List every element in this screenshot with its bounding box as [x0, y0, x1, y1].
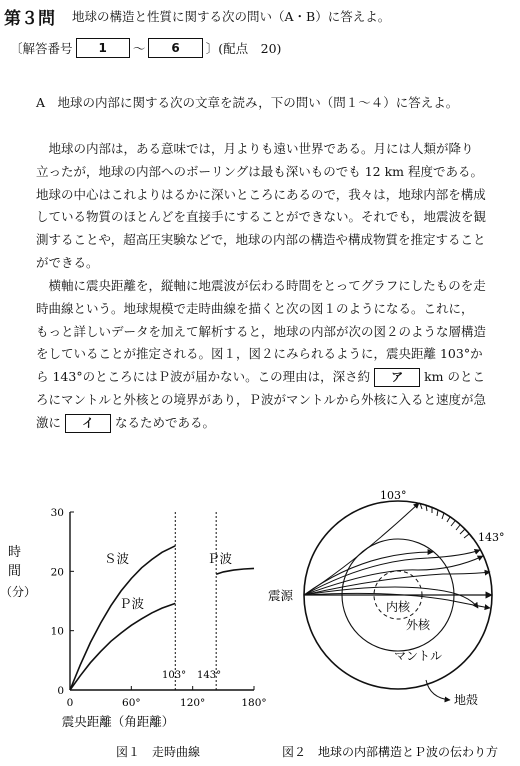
answer-separator: 〜 — [132, 41, 146, 56]
y-tick-label: 30 — [50, 507, 64, 519]
question-number: 第３問 — [4, 9, 55, 29]
angle-103-label: 103° — [380, 490, 407, 502]
figure-1-caption: 図１ 走時曲線 — [115, 745, 201, 759]
paragraph-2-text: km のとこ — [424, 369, 486, 385]
x-tick-label: 0 — [66, 697, 74, 709]
chart-axes — [70, 512, 254, 690]
paragraph-2-line — [36, 412, 508, 435]
paragraph-2-line: をしていることが推定される。図１，図２にみられるように，震央距離 103°か — [36, 346, 483, 362]
paragraph-2-line: もっと詳しいデータを加えて解析すると，地球の内部が次の図２のような層構造 — [36, 323, 487, 339]
p-wave-rays — [304, 503, 490, 608]
blank-i: イ — [65, 414, 111, 433]
question-intro: 地球の構造と性質に関する次の問い（A・B）に答えよ。 — [72, 9, 391, 24]
y-axis-label-char: 間 — [8, 564, 22, 579]
paragraph-1-line: 立ったが，地球の内部へのボーリングは最も深いものでも 12 km 程度である。 — [36, 163, 484, 179]
answer-box-from: 1 — [76, 38, 130, 58]
shadow-zone-lines — [175, 512, 216, 690]
y-tick-label: 0 — [57, 685, 64, 697]
series-label-s: Ｓ波 — [104, 551, 130, 566]
paragraph-2-line: 時曲線という。地球規模で走時曲線を描くと次の図１のようになる。これに， — [36, 300, 474, 316]
y-axis-label-unit: （分） — [0, 585, 37, 599]
inner-core-label: 内核 — [386, 600, 411, 614]
focus-label: 震源 — [268, 588, 294, 603]
section-a-heading: A 地球の内部に関する次の文章を読み，下の問い（問１〜４）に答えよ。 — [36, 95, 459, 110]
marker-103-label: 103° — [162, 670, 187, 681]
x-axis-label: 震央距離（角距離） — [61, 714, 175, 729]
series-line-1 — [70, 603, 175, 690]
paragraph-1-line: 地球の中心はこれよりはるかに深いところにあるので，我々は，地球内部を構成 — [36, 186, 486, 202]
y-tick-label: 20 — [50, 566, 64, 579]
marker-143-label: 143° — [197, 670, 222, 681]
series-group — [70, 546, 254, 690]
answer-number-line — [10, 38, 281, 58]
tick-group — [51, 507, 267, 709]
x-tick-label: 60° — [122, 697, 141, 709]
angle-143-label: 143° — [478, 531, 505, 544]
y-axis-label-char: 時 — [8, 545, 22, 560]
paragraph-2 — [36, 275, 508, 435]
crust-label: 地殻 — [454, 693, 479, 707]
x-tick-label: 120° — [180, 697, 206, 709]
paragraph-2-line — [36, 366, 508, 389]
paragraph-1-line: 測することや，超高圧実験などで，地球の内部の構造や構成物質を推定すること — [36, 232, 486, 248]
y-tick-label: 10 — [50, 625, 64, 638]
x-tick-label: 180° — [241, 697, 267, 709]
series-label-p: Ｐ波 — [119, 596, 145, 611]
answer-prefix: 〔解答番号 — [10, 41, 73, 56]
figure-1-travel-time-chart — [0, 490, 270, 766]
paragraph-2-line: 横軸に震央距離を，縦軸に地震波が伝わる時間をとってグラフにしたものを走 — [36, 278, 486, 293]
series-label-p-right: Ｐ波 — [207, 551, 233, 566]
answer-box-to: 6 — [148, 38, 202, 58]
figure-2-earth-structure-diagram — [268, 490, 520, 766]
answer-suffix: 〕(配点 20) — [205, 41, 282, 56]
paragraph-2-text: ら 143°のところにはＰ波が届かない。この理由は，深さ約 — [36, 369, 371, 385]
paragraph-1 — [36, 138, 508, 275]
series-line-2 — [216, 568, 254, 574]
outer-core-label: 外核 — [406, 618, 431, 632]
paragraph-2-line: ろにマントルと外核との境界があり，Ｐ波がマントルから外核に入ると速度が急 — [36, 391, 487, 407]
figure-2-caption: 図２ 地球の内部構造とＰ波の伝わり方 — [281, 745, 499, 759]
paragraph-1-line: 地球の内部は，ある意味では，月よりも遠い世界である。月には人類が降り — [36, 141, 474, 156]
paragraph-1-line: している物質のほとんどを直接手にすることができない。それでも，地震波を観 — [36, 209, 487, 225]
mantle-label: マントル — [394, 649, 443, 663]
paragraph-2-text: なるためである。 — [115, 414, 216, 430]
shadow-zone-hatching — [420, 503, 469, 538]
shadow-zone-arc — [419, 503, 473, 539]
blank-a: ア — [374, 368, 420, 387]
paragraph-1-line: ができる。 — [36, 254, 99, 270]
paragraph-2-text: 激に — [36, 414, 62, 430]
